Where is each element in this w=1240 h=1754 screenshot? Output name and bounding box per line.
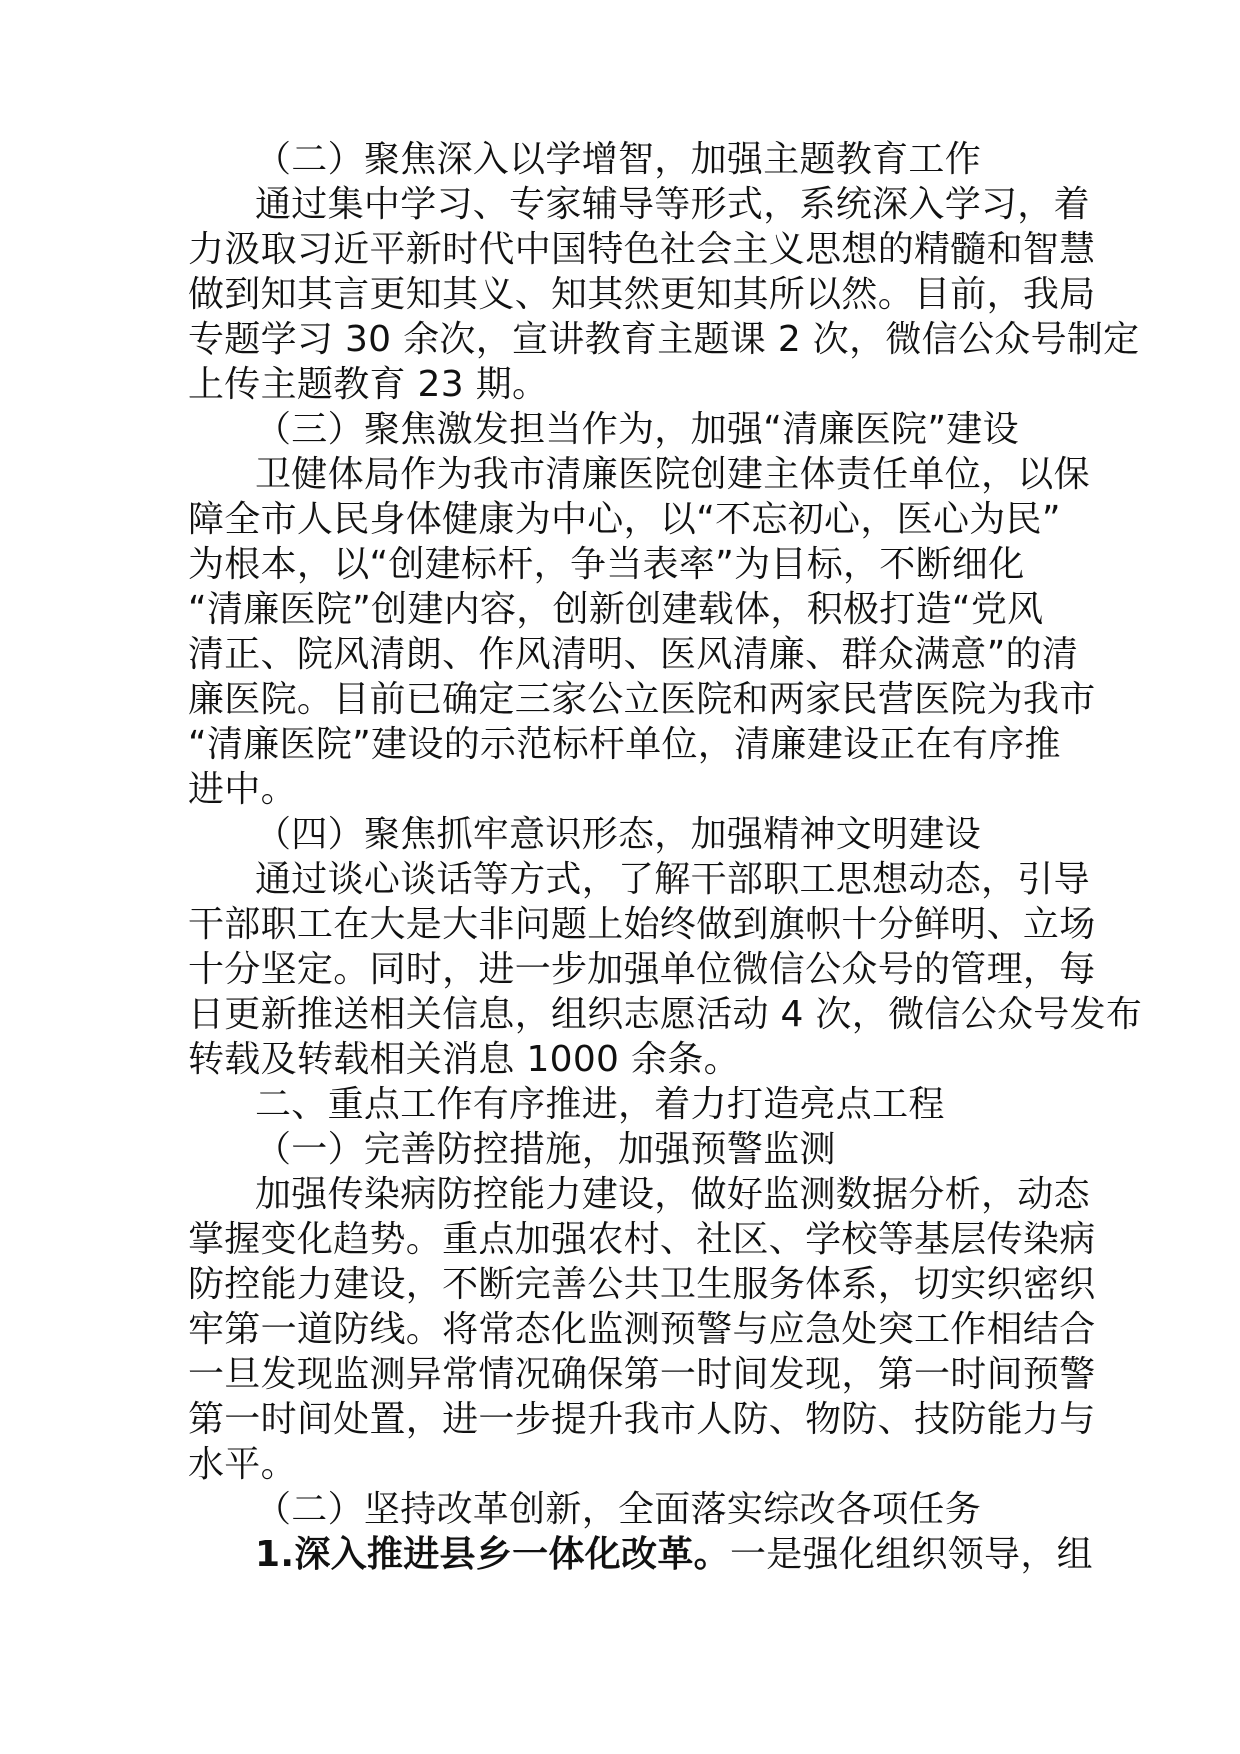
paragraph-line-final bbox=[255, 1532, 1135, 1577]
chapter-heading: 二、重点工作有序推进，着力打造亮点工程 bbox=[255, 1084, 945, 1125]
paragraph-line: 第一时间处置，进一步提升我市人防、物防、技防能力与 bbox=[188, 1399, 1096, 1440]
section-heading: （二）坚持改革创新，全面落实综改各项任务 bbox=[255, 1489, 982, 1530]
section-heading: （二）聚焦深入以学增智，加强主题教育工作 bbox=[255, 139, 982, 180]
paragraph-line: 为根本，以“创建标杆，争当表率”为目标，不断细化 bbox=[188, 544, 1025, 585]
paragraph-line: 水平。 bbox=[188, 1444, 297, 1485]
paragraph-line: 十分坚定。同时，进一步加强单位微信公众号的管理，每 bbox=[188, 949, 1096, 990]
paragraph-line: 卫健体局作为我市清廉医院创建主体责任单位，以保 bbox=[255, 454, 1090, 495]
bold-subheading: 1.深入推进县乡一体化改革。 bbox=[255, 1534, 730, 1575]
paragraph-line: 障全市人民身体健康为中心，以“不忘初心，医心为民” bbox=[188, 499, 1061, 540]
paragraph-line: 掌握变化趋势。重点加强农村、社区、学校等基层传染病 bbox=[188, 1219, 1096, 1260]
paragraph-line: 防控能力建设，不断完善公共卫生服务体系，切实织密织 bbox=[188, 1264, 1096, 1305]
paragraph-line: 加强传染病防控能力建设，做好监测数据分析，动态 bbox=[255, 1174, 1090, 1215]
paragraph-line: 日更新推送相关信息，组织志愿活动 4 次，微信公众号发布 bbox=[188, 994, 1143, 1035]
paragraph-line: 转载及转载相关消息 1000 余条。 bbox=[188, 1039, 740, 1080]
paragraph-line: 干部职工在大是大非问题上始终做到旗帜十分鲜明、立场 bbox=[188, 904, 1096, 945]
paragraph-line: “清廉医院”建设的示范标杆单位，清廉建设正在有序推 bbox=[188, 724, 1061, 765]
paragraph-line: 廉医院。目前已确定三家公立医院和两家民营医院为我市 bbox=[188, 679, 1096, 720]
paragraph-line: 力汲取习近平新时代中国特色社会主义思想的精髓和智慧 bbox=[188, 229, 1096, 270]
paragraph-line: 清正、院风清朗、作风清明、医风清廉、群众满意”的清 bbox=[188, 634, 1079, 675]
paragraph-line: 通过谈心谈话等方式，了解干部职工思想动态，引导 bbox=[255, 859, 1090, 900]
paragraph-line: 专题学习 30 余次，宣讲教育主题课 2 次，微信公众号制定 bbox=[188, 319, 1140, 360]
paragraph-line: 一旦发现监测异常情况确保第一时间发现，第一时间预警 bbox=[188, 1354, 1096, 1395]
paragraph-line: 做到知其言更知其义、知其然更知其所以然。目前，我局 bbox=[188, 274, 1096, 315]
section-heading: （三）聚焦激发担当作为，加强“清廉医院”建设 bbox=[255, 409, 1019, 450]
section-heading: （一）完善防控措施，加强预警监测 bbox=[255, 1129, 836, 1170]
paragraph-line: 进中。 bbox=[188, 769, 297, 810]
section-heading: （四）聚焦抓牢意识形态，加强精神文明建设 bbox=[255, 814, 982, 855]
paragraph-line: 牢第一道防线。将常态化监测预警与应急处突工作相结合 bbox=[188, 1309, 1096, 1350]
paragraph-line: 通过集中学习、专家辅导等形式，系统深入学习，着 bbox=[255, 184, 1090, 225]
paragraph-text: 一是强化组织领导，组 bbox=[729, 1534, 1093, 1575]
paragraph-line: 上传主题教育 23 期。 bbox=[188, 364, 549, 405]
paragraph-line: “清廉医院”创建内容，创新创建载体，积极打造“党风 bbox=[188, 589, 1044, 630]
